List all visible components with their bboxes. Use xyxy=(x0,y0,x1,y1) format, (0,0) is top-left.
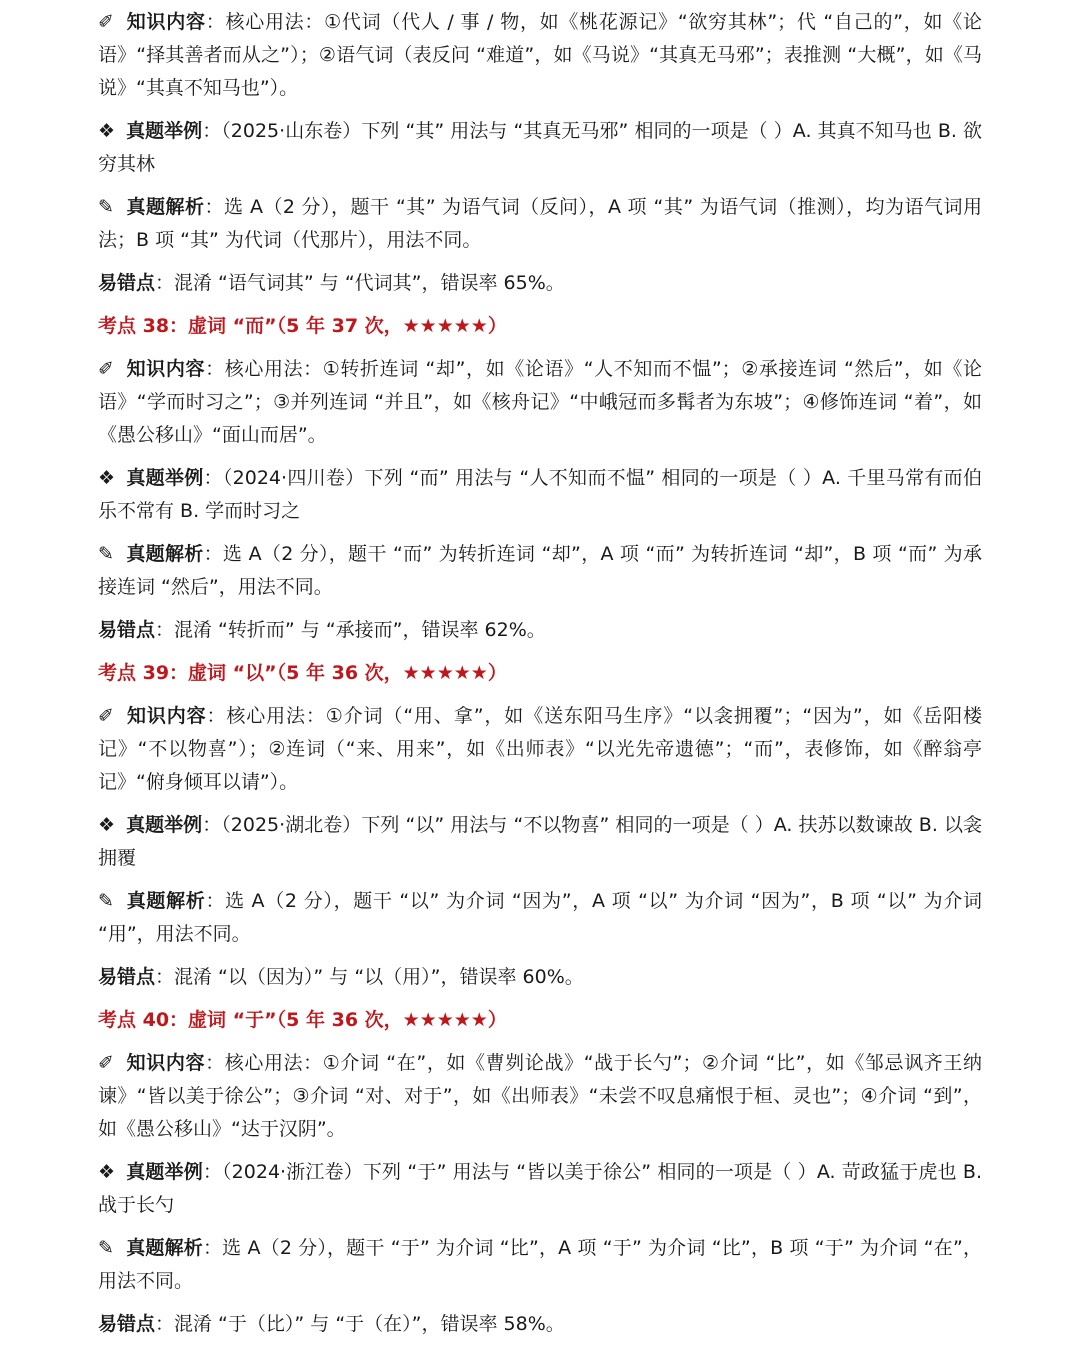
knowledge-label: 知识内容 xyxy=(126,705,207,727)
knowledge-text: ：核心用法：①介词（“用、拿”，如《送东阳马生序》“以衾拥覆”；“因为”，如《岳阳楼记》“不以物喜”）；②连词（“来、用来”，如《出师表》“以光先帝遗德”；“而”，表修饰，如《醉翁亭记》“俯身倾耳以请”）。 xyxy=(98,705,982,793)
knowledge-label: 知识内容 xyxy=(126,358,206,380)
knowledge-label: 知识内容 xyxy=(126,1052,206,1074)
example-text: ：（2025·湖北卷）下列 “以” 用法与 “不以物喜” 相同的一项是（ ）A. 扶苏以数谏故 B. 以衾拥覆 xyxy=(98,814,982,869)
diamond-icon: ❖ xyxy=(98,814,116,836)
knowledge-paragraph xyxy=(98,353,982,452)
error-paragraph xyxy=(98,1308,982,1341)
section-heading-40: 考点 40：虚词 “于”（5 年 36 次，★★★★★） xyxy=(98,1009,507,1031)
error-text: ：混淆 “转折而” 与 “承接而”，错误率 62%。 xyxy=(155,619,546,641)
example-label: 真题举例 xyxy=(126,1161,203,1183)
pen-icon: ✎ xyxy=(98,1237,114,1259)
analysis-label: 真题解析 xyxy=(126,196,205,218)
analysis-paragraph xyxy=(98,538,982,604)
example-paragraph xyxy=(98,1156,982,1222)
example-paragraph xyxy=(98,809,982,875)
pencil-icon: ✐ xyxy=(98,11,114,33)
error-paragraph xyxy=(98,614,982,647)
pencil-icon: ✐ xyxy=(98,358,114,380)
knowledge-paragraph xyxy=(98,1047,982,1146)
example-label: 真题举例 xyxy=(126,814,203,836)
knowledge-paragraph xyxy=(98,6,982,105)
pen-icon: ✎ xyxy=(98,196,114,218)
error-text: ：混淆 “于（比）” 与 “于（在）”，错误率 58%。 xyxy=(155,1313,565,1335)
analysis-label: 真题解析 xyxy=(126,890,206,912)
analysis-label: 真题解析 xyxy=(126,1237,203,1259)
error-label: 易错点 xyxy=(98,272,156,294)
example-text: ：（2024·四川卷）下列 “而” 用法与 “人不知而不愠” 相同的一项是（ ）A. 千里马常有而伯乐不常有 B. 学而时习之 xyxy=(98,467,982,522)
error-paragraph xyxy=(98,267,982,300)
pen-icon: ✎ xyxy=(98,890,114,912)
error-label: 易错点 xyxy=(98,966,156,988)
example-label: 真题举例 xyxy=(126,120,203,142)
knowledge-text: ：核心用法：①转折连词 “却”，如《论语》“人不知而不愠”；②承接连词 “然后”，如《论语》“学而时习之”；③并列连词 “并且”，如《核舟记》“中峨冠而多髯者为东坡”；④修饰连词 “着”，如《愚公移山》“面山而居”。 xyxy=(98,358,982,446)
example-text: ：（2024·浙江卷）下列 “于” 用法与 “皆以美于徐公” 相同的一项是（ ）A. 苛政猛于虎也 B. 战于长勺 xyxy=(98,1161,982,1216)
example-text: ：（2025·山东卷）下列 “其” 用法与 “其真无马邪” 相同的一项是（ ）A. 其真不知马也 B. 欲穷其林 xyxy=(98,120,982,175)
section-heading-38: 考点 38：虚词 “而”（5 年 37 次，★★★★★） xyxy=(98,315,507,337)
error-text: ：混淆 “语气词其” 与 “代词其”，错误率 65%。 xyxy=(155,272,565,294)
analysis-text: ：选 A（2 分），题干 “于” 为介词 “比”，A 项 “于” 为介词 “比”，B 项 “于” 为介词 “在”，用法不同。 xyxy=(98,1237,982,1292)
pen-icon: ✎ xyxy=(98,543,114,565)
analysis-text: ：选 A（2 分），题干 “其” 为语气词（反问），A 项 “其” 为语气词（推测），均为语气词用法；B 项 “其” 为代词（代那片），用法不同。 xyxy=(98,196,982,251)
analysis-paragraph xyxy=(98,191,982,257)
knowledge-paragraph xyxy=(98,700,982,799)
example-label: 真题举例 xyxy=(126,467,204,489)
error-text: ：混淆 “以（因为）” 与 “以（用）”，错误率 60%。 xyxy=(155,966,584,988)
analysis-text: ：选 A（2 分），题干 “而” 为转折连词 “却”，A 项 “而” 为转折连词 “却”，B 项 “而” 为承接连词 “然后”，用法不同。 xyxy=(98,543,982,598)
section-heading-39: 考点 39：虚词 “以”（5 年 36 次，★★★★★） xyxy=(98,662,507,684)
pencil-icon: ✐ xyxy=(98,1052,114,1074)
knowledge-text: ：核心用法：①介词 “在”，如《曹刿论战》“战于长勺”；②介词 “比”，如《邹忌讽齐王纳谏》“皆以美于徐公”；③介词 “对、对于”，如《出师表》“未尝不叹息痛恨于桓、灵也”；④介词 “到”，如《愚公移山》“达于汉阴”。 xyxy=(98,1052,982,1140)
diamond-icon: ❖ xyxy=(98,1161,116,1183)
analysis-paragraph xyxy=(98,885,982,951)
example-paragraph xyxy=(98,462,982,528)
error-paragraph xyxy=(98,961,982,994)
example-paragraph xyxy=(98,115,982,181)
error-label: 易错点 xyxy=(98,619,156,641)
analysis-paragraph xyxy=(98,1232,982,1298)
pencil-icon: ✐ xyxy=(98,705,114,727)
error-label: 易错点 xyxy=(98,1313,156,1335)
diamond-icon: ❖ xyxy=(98,467,116,489)
knowledge-label: 知识内容 xyxy=(126,11,206,33)
knowledge-text: ：核心用法：①代词（代人 / 事 / 物，如《桃花源记》“欲穷其林”；代 “自己的”，如《论语》“择其善者而从之”）；②语气词（表反问 “难道”，如《马说》“其真无马邪”；表推测 “大概”，如《马说》“其真不知马也”）。 xyxy=(98,11,982,99)
diamond-icon: ❖ xyxy=(98,120,116,142)
analysis-label: 真题解析 xyxy=(126,543,204,565)
analysis-text: ：选 A（2 分），题干 “以” 为介词 “因为”，A 项 “以” 为介词 “因为”，B 项 “以” 为介词 “用”，用法不同。 xyxy=(98,890,982,945)
